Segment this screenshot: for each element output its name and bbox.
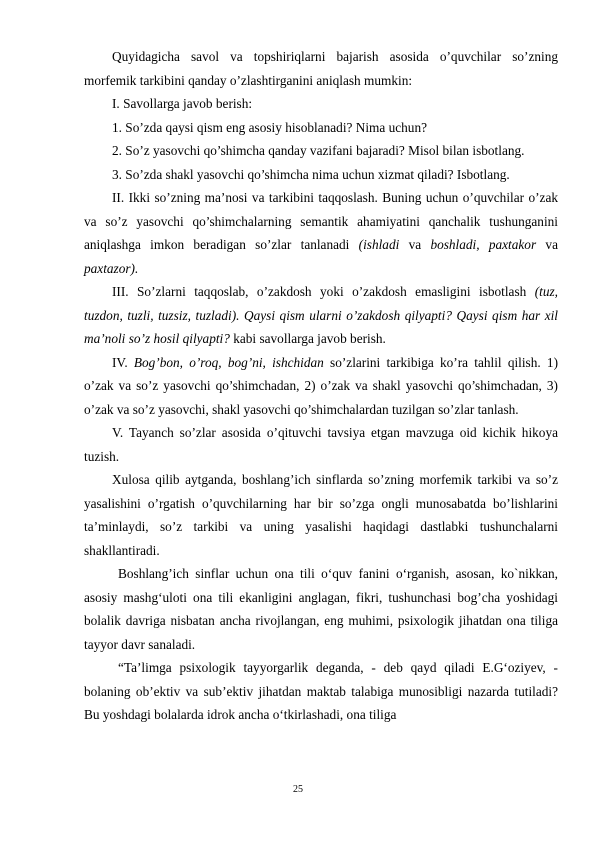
paragraph-12: [84, 656, 558, 727]
paragraph-3: [84, 116, 558, 140]
paragraph-8: [84, 351, 558, 422]
paragraph-10: [84, 468, 558, 562]
italic-text: Bog’bon, o’roq, bog’ni, ishchidan: [133, 354, 324, 370]
page-number: 25: [293, 784, 303, 795]
paragraph-6: [84, 186, 558, 280]
text-segment: kabi savollarga javob berish.: [229, 331, 386, 346]
text-segment: Quyidagicha savol va topshiriqlarni bajarish asosida o’quvchilar so’zning morfemik tarkibini qanday o’zlashtirganini aniqlash mumkin:: [84, 49, 558, 88]
text-segment: 1. So’zda qaysi qism eng asosiy hisoblanadi? Nima uchun?: [112, 119, 428, 135]
text-segment: 3. So’zda shakl yasovchi qo’shimcha nima uchun xizmat qiladi? Isbotlang.: [112, 166, 510, 182]
paragraph-7: [84, 280, 558, 351]
paragraph-4: [84, 139, 558, 163]
text-segment: V. Tayanch so’zlar asosida o’qituvchi tavsiya etgan mavzuga oid kichik hikoya tuzish.: [84, 425, 558, 464]
text-segment: III. So’zlarni taqqoslab, o’zakdosh yoki o’zakdosh emasligini isbotlash: [112, 284, 535, 299]
text-segment: “Ta’limga psixologik tayyorgarlik deganda, - deb qayd qiladi E.G‘oziyev, - bolaning ob’ektiv va sub’ektiv jihatdan maktab talabiga munosibligi nazarda tutiladi? Bu yoshdagi bolalarda idrok ancha o‘tkirlashadi, ona tiliga: [84, 660, 558, 722]
text-segment: va: [399, 237, 431, 252]
text-segment: Xulosa qilib aytganda, boshlang’ich sinflarda so’zning morfemik tarkibi va so’z yasalishini o’rgatish o’quvchilarning har bir so’zga ongli munosabatda bo’lishlarini ta’minlaydi, so’z tarkibi va uning yasalishi haqidagi dastlabki tushunchalarni shakllantiradi.: [84, 472, 558, 558]
text-segment: Boshlang’ich sinflar uchun ona tili o‘quv fanini o‘rganish, asosan, ko`nikkan, asosiy mashg‘uloti ona tili ekanligini anglagan, fikri, tushunchasi bog’cha yoshidagi bolalik davriga nisbatan ancha rivojlangan, eng muhimi, psixologik jihatdan ona tiliga tayyor davr sanaladi.: [84, 566, 558, 652]
text-segment: 2. So’z yasovchi qo’shimcha qanday vazifani bajaradi? Misol bilan isbotlang.: [112, 143, 525, 158]
italic-text: paxtazor).: [84, 260, 139, 276]
italic-text: (tuz, tuzdon, tuzli, tuzsiz, tuzladi). Qaysi qism ularni o’zakdosh qilyapti? Qaysi qism har xil ma’noli so’z hosil qilyapti?: [84, 284, 558, 346]
text-segment: va: [536, 237, 558, 252]
text-segment: IV.: [112, 354, 134, 370]
italic-text: boshladi, paxtakor: [430, 237, 537, 252]
paragraph-5: [84, 163, 558, 187]
text-segment: II. Ikki so’zning ma’nosi va tarkibini taqqoslash. Buning uchun o’quvchilar o’zak va so’z yasovchi qo’shimchalarning semantik ahamiyatini qanchalik tushunganini aniqlashga imkon beradigan so’zlar tanlanadi: [84, 190, 558, 252]
paragraph-1: [84, 45, 558, 92]
paragraph-11: [84, 562, 558, 656]
text-segment: so’zlarini tarkibiga ko’ra tahlil qilish. 1) o’zak va so’z yasovchi qo’shimchadan, 2) o’zak va shakl yasovchi qo’shimchadan, 3) o’zak va so’z yasovchi, shakl yasovchi qo’shimchalardan tuzilgan so’zlar tanlash.: [84, 354, 558, 417]
paragraph-9: [84, 421, 558, 468]
text-segment: I. Savollarga javob berish:: [112, 96, 253, 111]
paragraph-2: [84, 92, 558, 116]
italic-text: (ishladi: [358, 237, 400, 252]
document-body: [84, 45, 558, 727]
